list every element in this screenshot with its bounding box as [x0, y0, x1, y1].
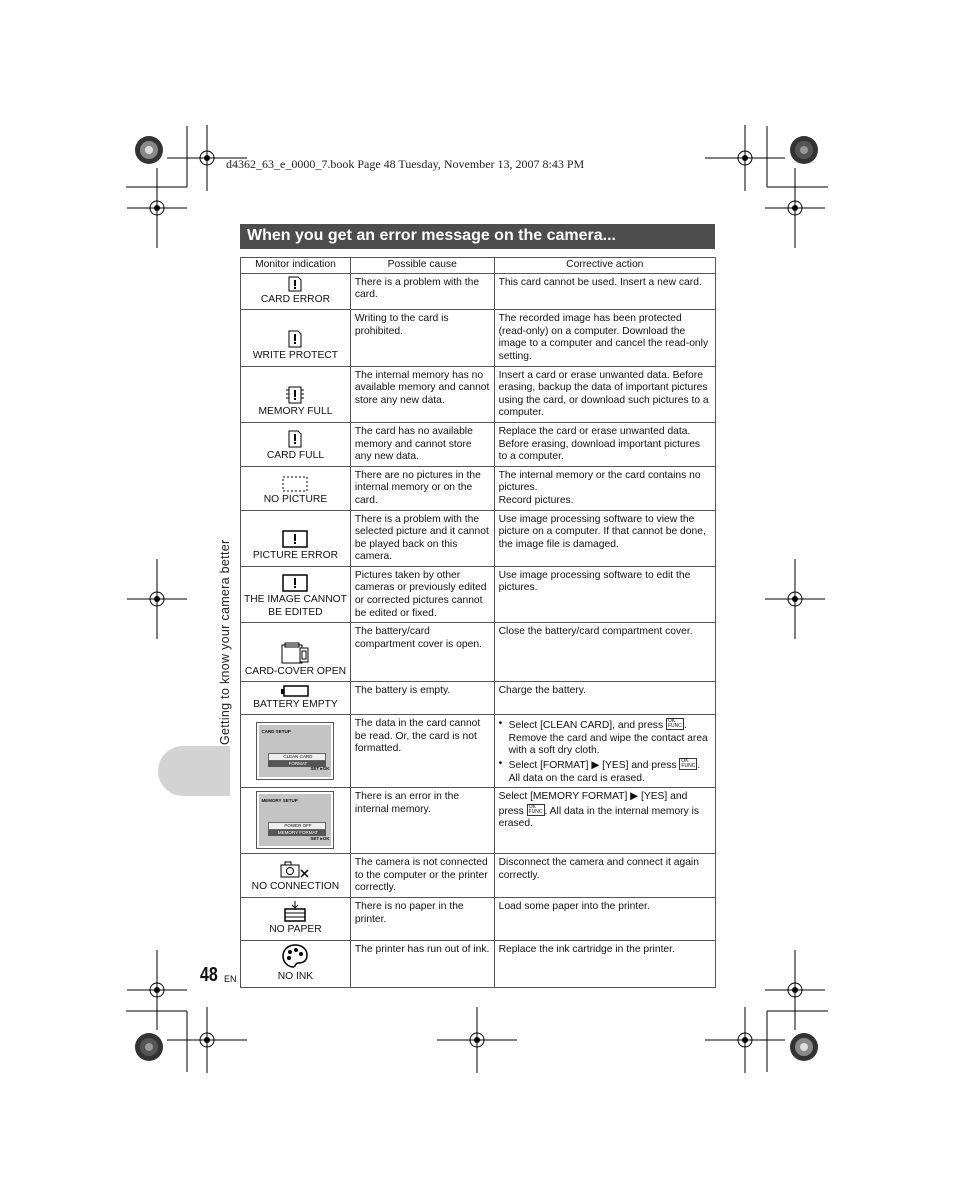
card-full-icon	[288, 430, 302, 448]
col-header-cause: Possible cause	[350, 258, 494, 274]
set-ok-label: SET ▸OK	[310, 766, 330, 772]
monitor-cell	[241, 566, 351, 622]
cause-cell: The data in the card cannot be read. Or, the card is not formatted.	[350, 715, 494, 788]
table-row	[241, 273, 716, 310]
picture-error-icon	[282, 530, 308, 548]
table-row	[241, 566, 716, 622]
table-row	[241, 510, 716, 566]
col-header-action: Corrective action	[494, 258, 715, 274]
monitor-label: NO PAPER	[269, 924, 322, 935]
monitor-cell	[241, 623, 351, 682]
menu-option: CLEAN CARD	[268, 753, 326, 761]
monitor-cell	[241, 510, 351, 566]
action-cell: Close the battery/card compartment cover.	[494, 623, 715, 682]
battery-empty-icon	[280, 685, 310, 697]
cause-cell: Writing to the card is prohibited.	[350, 310, 494, 366]
table-row	[241, 898, 716, 941]
action-cell: Charge the battery.	[494, 682, 715, 715]
monitor-cell	[241, 898, 351, 941]
table-row	[241, 623, 716, 682]
monitor-label: NO INK	[277, 971, 314, 982]
table-row	[241, 466, 716, 510]
action-cell: Replace the card or erase unwanted data. Before erasing, download important pictures to a computer.	[494, 422, 715, 466]
cause-cell: The camera is not connected to the computer or the printer correctly.	[350, 854, 494, 898]
monitor-cell	[241, 940, 351, 987]
monitor-label: THE IMAGE CANNOT BE EDITED	[243, 594, 347, 618]
menu-option-selected: FORMAT	[268, 761, 326, 767]
table-row	[241, 682, 716, 715]
table-row	[241, 940, 716, 987]
cause-cell: Pictures taken by other cameras or previously edited or corrected pictures cannot be edited or fixed.	[350, 566, 494, 622]
no-connection-icon	[280, 861, 310, 879]
monitor-cell	[241, 682, 351, 715]
action-cell	[494, 466, 715, 510]
action-text: The internal memory or the card contains no pictures.	[498, 469, 701, 494]
cause-cell: There are no pictures in the internal memory or on the card.	[350, 466, 494, 510]
monitor-cell	[241, 788, 351, 854]
cause-cell: There is a problem with the selected picture and it cannot be played back on this camera.	[350, 510, 494, 566]
action-cell: Insert a card or erase unwanted data. Before erasing, backup the data of important pictures using the card, or download such pictures to a computer.	[494, 366, 715, 422]
table-row	[241, 854, 716, 898]
action-bullets	[499, 718, 711, 785]
monitor-label: NO CONNECTION	[251, 881, 340, 893]
cause-cell: The card has no available memory and cannot store any new data.	[350, 422, 494, 466]
no-paper-icon	[283, 900, 307, 922]
no-picture-icon	[282, 476, 308, 492]
cause-cell: The internal memory has no available memory and cannot store any new data.	[350, 366, 494, 422]
cause-cell: The battery is empty.	[350, 682, 494, 715]
monitor-label: WRITE PROTECT	[252, 349, 339, 361]
page-number: 48	[200, 964, 218, 986]
table-row	[241, 422, 716, 466]
monitor-cell	[241, 854, 351, 898]
monitor-label: NO PICTURE	[263, 493, 328, 505]
section-title-bar	[240, 224, 715, 249]
monitor-label: MEMORY FULL	[258, 406, 333, 418]
no-ink-icon	[281, 943, 309, 969]
action-cell: Replace the ink cartridge in the printer.	[494, 940, 715, 987]
cause-cell: There is an error in the internal memory.	[350, 788, 494, 854]
monitor-cell	[241, 466, 351, 510]
col-header-monitor: Monitor indication	[241, 258, 351, 274]
monitor-cell	[241, 366, 351, 422]
table-row	[241, 310, 716, 366]
cause-cell: The battery/card compartment cover is open.	[350, 623, 494, 682]
action-cell: Load some paper into the printer.	[494, 898, 715, 941]
monitor-cell	[241, 273, 351, 310]
error-message-table	[240, 257, 716, 988]
table-row	[241, 788, 716, 854]
bullet-item: • Select [FORMAT] ▶ [YES] and press OK FUNC . All data on the card is erased.	[509, 758, 711, 785]
side-chapter-label: Getting to know your camera better	[218, 539, 232, 745]
monitor-label: PICTURE ERROR	[252, 550, 339, 562]
set-ok-label: SET ▸OK	[310, 835, 330, 841]
action-cell: This card cannot be used. Insert a new card.	[494, 273, 715, 310]
monitor-cell	[241, 310, 351, 366]
action-text-2: Record pictures.	[498, 494, 574, 506]
cause-cell: The printer has run out of ink.	[350, 940, 494, 987]
monitor-label: CARD-COVER OPEN	[244, 665, 347, 677]
action-cell: Use image processing software to view the picture on a computer. If that cannot be done, the image file is damaged.	[494, 510, 715, 566]
action-cell: Use image processing software to edit the pictures.	[494, 566, 715, 622]
memory-full-icon	[285, 386, 305, 404]
card-error-icon	[288, 276, 302, 292]
monitor-cell	[241, 422, 351, 466]
cause-cell: There is no paper in the printer.	[350, 898, 494, 941]
image-cannot-be-edited-icon	[282, 574, 308, 592]
monitor-cell	[241, 715, 351, 788]
print-header-line: d4362_63_e_0000_7.book Page 48 Tuesday, November 13, 2007 8:43 PM	[226, 157, 585, 171]
page-language: EN	[224, 974, 237, 984]
monitor-label: BATTERY EMPTY	[253, 698, 338, 710]
ok-button-icon: OK FUNC	[528, 803, 543, 815]
bullet-item: • Select [CLEAN CARD], and press OK FUNC . Remove the card and wipe the contact area with a soft dry cloth.	[509, 718, 711, 758]
ok-button-icon: OK FUNC	[667, 718, 682, 730]
card-setup-screen	[256, 722, 334, 780]
table-header-row	[241, 258, 716, 274]
screen-title: MEMORY SETUP	[261, 798, 298, 804]
table-row	[241, 366, 716, 422]
screen-title: CARD SETUP	[261, 728, 291, 734]
menu-option: POWER OFF	[268, 822, 326, 830]
monitor-label: CARD ERROR	[260, 293, 331, 305]
write-protect-icon	[288, 330, 302, 348]
card-cover-open-icon	[281, 642, 309, 664]
memory-setup-screen	[256, 791, 334, 849]
action-cell: Select [MEMORY FORMAT] ▶ [YES] and press OK FUNC . All data in the internal memory is erased.	[494, 788, 715, 854]
ok-button-icon: OK FUNC	[681, 758, 696, 770]
table-row	[241, 715, 716, 788]
action-cell: Disconnect the camera and connect it again correctly.	[494, 854, 715, 898]
section-title: When you get an error message on the camera...	[247, 227, 616, 244]
monitor-label: CARD FULL	[266, 450, 325, 462]
cause-cell: There is a problem with the card.	[350, 273, 494, 310]
menu-option-selected: MEMORY FORMAT	[268, 830, 326, 836]
side-tab	[158, 746, 230, 796]
action-cell: The recorded image has been protected (read-only) on a computer. Download the image to a computer and cancel the read-only setting.	[494, 310, 715, 366]
action-cell	[494, 715, 715, 788]
